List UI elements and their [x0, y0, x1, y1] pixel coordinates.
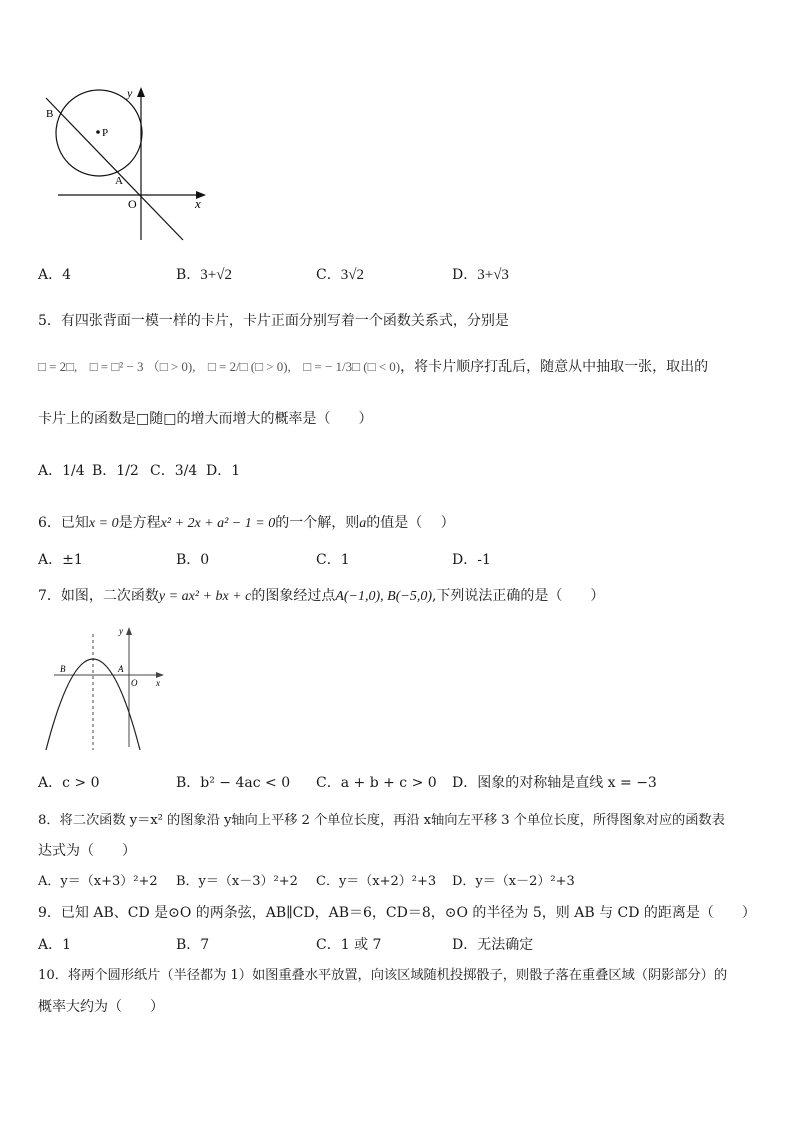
q8-option-d: D．y＝（x－2）²+3 [452, 874, 575, 889]
q6-option-c: C．1 [316, 552, 350, 568]
q7-stem-mid: 的图象经过点 [251, 588, 336, 604]
q5-function-3: □ = 2/□ (□ > 0), [207, 359, 291, 374]
q7-stem [38, 587, 604, 606]
parabola-figure [40, 622, 180, 754]
circle-line-figure [30, 80, 230, 250]
q4-option-c-prefix: C． [316, 267, 341, 283]
q6-stem-start: 6．已知 [38, 515, 89, 531]
q8-option-b: B．y＝（x－3）²+2 [176, 874, 298, 889]
q7-stem-start: 7．如图，二次函数 [38, 588, 159, 604]
label-y: y [119, 626, 123, 636]
q7-option-a: A．c > 0 [38, 775, 100, 791]
q4-option-d-prefix: D． [452, 267, 478, 283]
q7-option-b: B．b² − 4ac < 0 [176, 775, 291, 791]
center-point-p [96, 130, 100, 134]
q6-stem-end: 的值是（ ） [366, 515, 455, 531]
q7-option-c: C．a + b + c > 0 [316, 775, 437, 791]
q4-option-c-expr: 3√2 [340, 267, 364, 283]
q5-stem-line2-tail: ，将卡片顺序打乱后，随意从中抽取一张，取出的 [400, 359, 709, 375]
q6-option-d: D．-1 [452, 552, 491, 568]
line-ab [46, 98, 183, 240]
q6-stem-mid2: 的一个解，则 [275, 515, 360, 531]
q5-stem-line3: 卡片上的函数是□随□的增大而增大的概率是（ ） [38, 411, 373, 427]
q8-option-c: C．y＝（x+2）²+3 [316, 874, 437, 889]
q9-stem: 9．已知 AB、CD 是⊙O 的两条弦，AB∥CD，AB＝6，CD＝8，⊙O 的半径为 5，则 AB 与 CD 的距离是（ ） [38, 905, 756, 921]
label-x: x [156, 678, 160, 688]
q4-option-b-prefix: B． [176, 267, 201, 283]
label-o: O [128, 197, 137, 211]
y-axis-arrow [126, 627, 132, 635]
q4-option-d-expr: 3+√3 [477, 267, 509, 283]
q7-option-d: D．图象的对称轴是直线 x = −3 [452, 775, 657, 791]
q4-option-d [452, 266, 509, 284]
label-o: O [131, 678, 138, 688]
label-x: x [195, 196, 201, 211]
q6-stem [38, 514, 455, 533]
q5-function-4: □ = − 1/3□ (□ < 0) [303, 359, 401, 374]
q5-option-c: C．3/4 [150, 463, 198, 479]
q8-option-a: A．y＝（x+3）²+2 [38, 874, 158, 889]
label-y: y [127, 86, 133, 100]
label-a: A [115, 175, 123, 187]
q6-expr-solution: x = 0 [88, 516, 119, 531]
q5-functions-line [38, 358, 708, 377]
q5-function-2: □ = □² − 3 （□ > 0), [89, 359, 196, 374]
q6-var-a: a [359, 516, 367, 531]
q4-option-c [316, 266, 364, 284]
label-p: P [102, 127, 109, 139]
q6-stem-mid: 是方程 [118, 515, 161, 531]
q4-option-b-expr: 3+√2 [200, 267, 232, 283]
label-b: B [46, 108, 54, 120]
q4-option-a: A．4 [38, 267, 72, 283]
q6-expr-equation: x² + 2x + a² − 1 = 0 [160, 516, 276, 531]
q10-stem-line2: 概率大约为（ ） [38, 999, 164, 1015]
q6-option-b: B．0 [176, 552, 210, 568]
q6-option-a: A．±1 [38, 552, 83, 568]
q10-stem-line1: 10．将两个圆形纸片（半径都为 1）如图重叠水平放置，向该区域随机投掷骰子，则骰子落在重叠区域（阴影部分）的 [38, 968, 728, 983]
q8-stem-line2: 达式为（ ） [38, 843, 136, 859]
q4-option-b [176, 266, 232, 284]
q9-option-c: C．1 或 7 [316, 937, 382, 953]
q5-stem-line1: 5．有四张背面一模一样的卡片，卡片正面分别写着一个函数关系式，分别是 [38, 313, 509, 329]
q7-points: A(−1,0), B(−5,0) [335, 589, 432, 604]
q8-stem-line1: 8．将二次函数 y＝x² 的图象沿 y轴向上平移 2 个单位长度，再沿 x轴向左平移 3 个单位长度，所得图象对应的函数表 [38, 813, 725, 828]
q7-stem-end: ,下列说法正确的是（ ） [431, 588, 605, 604]
q9-option-d: D．无法确定 [452, 937, 534, 953]
label-a: A [118, 664, 124, 674]
label-b: B [60, 664, 66, 674]
q9-option-a: A．1 [38, 937, 72, 953]
q5-option-b: B．1/2 [92, 463, 139, 479]
q9-option-b: B．7 [176, 937, 210, 953]
q7-expr-function: y = ax² + bx + c [158, 589, 252, 604]
q5-option-d: D．1 [206, 463, 241, 479]
q5-option-a: A．1/4 [38, 463, 85, 479]
q5-function-1: □ = 2□, [38, 359, 78, 374]
y-axis-arrow [137, 87, 145, 97]
